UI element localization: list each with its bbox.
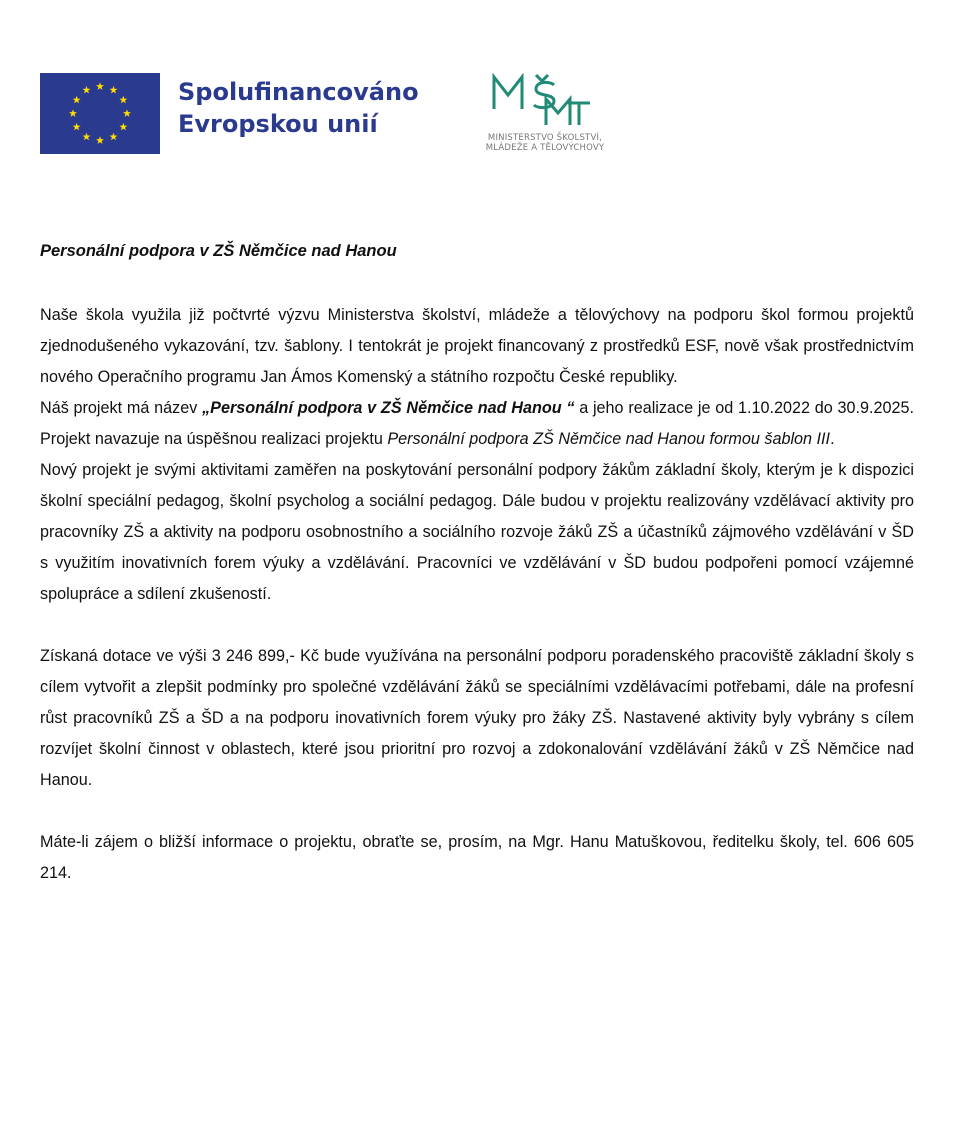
eu-star-icon <box>69 109 77 117</box>
paragraph-contact: Máte-li zájem o bližší informace o projektu, obraťte se, prosím, na Mgr. Hanu Matuškovou, ředitelku školy, tel. 606 605 214. <box>40 833 914 882</box>
eu-star-icon <box>73 96 81 104</box>
previous-project-name: Personální podpora ZŠ Němčice nad Hanou formou šablon III <box>387 430 831 448</box>
msmt-label-line1: MINISTERSTVO ŠKOLSTVÍ, <box>487 133 603 143</box>
eu-stars-icon <box>40 73 160 154</box>
eu-star-icon <box>73 123 81 131</box>
msmt-logo <box>450 73 640 163</box>
eu-star-icon <box>123 109 131 117</box>
eu-flag-icon <box>40 73 160 154</box>
eu-star-icon <box>96 82 104 90</box>
eu-star-icon <box>83 133 91 141</box>
paragraph-funding: Získaná dotace ve výši 3 246 899,- Kč bude využívána na personální podporu poradenského pracoviště základní školy s cílem vytvořit a zlepšit podmínky pro společné vzdělávání žáků se speciálními vzdělávacími potřebami, dále na profesní růst pracovníků ZŠ a ŠD a na podporu inovativních forem výuky pro žáky ZŠ. Nastavené aktivity byly vybrány s cílem rozvíjet školní činnost v oblastech, které jsou prioritní pro rozvoj a zdokonalování vzdělávání žáků v ZŠ Němčice nad Hanou. <box>40 647 914 789</box>
eu-star-icon <box>83 86 91 94</box>
paragraph-project-name <box>40 393 914 455</box>
eu-star-icon <box>119 96 127 104</box>
document-body <box>40 300 914 889</box>
project-name-suffix: . <box>830 430 835 448</box>
document-title: Personální podpora v ZŠ Němčice nad Hanou <box>40 242 397 260</box>
eu-label-line2: Evropskou unií <box>178 110 378 138</box>
eu-star-icon <box>119 123 127 131</box>
paragraph-activities: Nový projekt je svými aktivitami zaměřen na poskytování personální podpory žákům základní školy, kterým je k dispozici školní speciální pedagog, školní psycholog a sociální pedagog. Dále budou v projektu realizovány vzdělávací aktivity pro pracovníky ZŠ a aktivity na podporu osobnostního a sociálního rozvoje žáků ZŠ a účastníků zájmového vzdělávání v ŠD s využitím inovativních forem výuky a vzdělávání. Pracovníci ve vzdělávání v ŠD budou podpořeni pomocí vzájemné spolupráce a sdílení zkušeností. <box>40 461 914 603</box>
msmt-monogram-icon <box>450 73 640 133</box>
project-name: „Personální podpora v ZŠ Němčice nad Hanou “ <box>202 399 575 417</box>
project-dates-text: a jeho realizace je od 1.10.2022 do 30.9.2025. Projekt navazuje na úspěšnou realizaci projektu <box>40 399 914 448</box>
paragraph-intro: Naše škola využila již počtvrté výzvu Ministerstva školství, mládeže a tělovýchovy na podporu škol formou projektů zjednodušeného vykazování, tzv. šablony. I tentokrát je projekt financovaný z prostředků ESF, nově však prostřednictvím nového Operačního programu Jan Ámos Komenský a státního rozpočtu České republiky. <box>40 306 914 386</box>
msmt-ministry-label <box>450 133 640 153</box>
eu-label-line1: Spolufinancováno <box>178 78 419 106</box>
project-name-prefix: Náš projekt má název <box>40 399 203 417</box>
eu-cofinanced-label <box>178 76 419 140</box>
page-header <box>40 73 660 163</box>
eu-star-icon <box>96 136 104 144</box>
eu-star-icon <box>110 133 118 141</box>
eu-star-icon <box>110 86 118 94</box>
msmt-label-line2: MLÁDEŽE A TĚLOVÝCHOVY <box>485 143 605 153</box>
